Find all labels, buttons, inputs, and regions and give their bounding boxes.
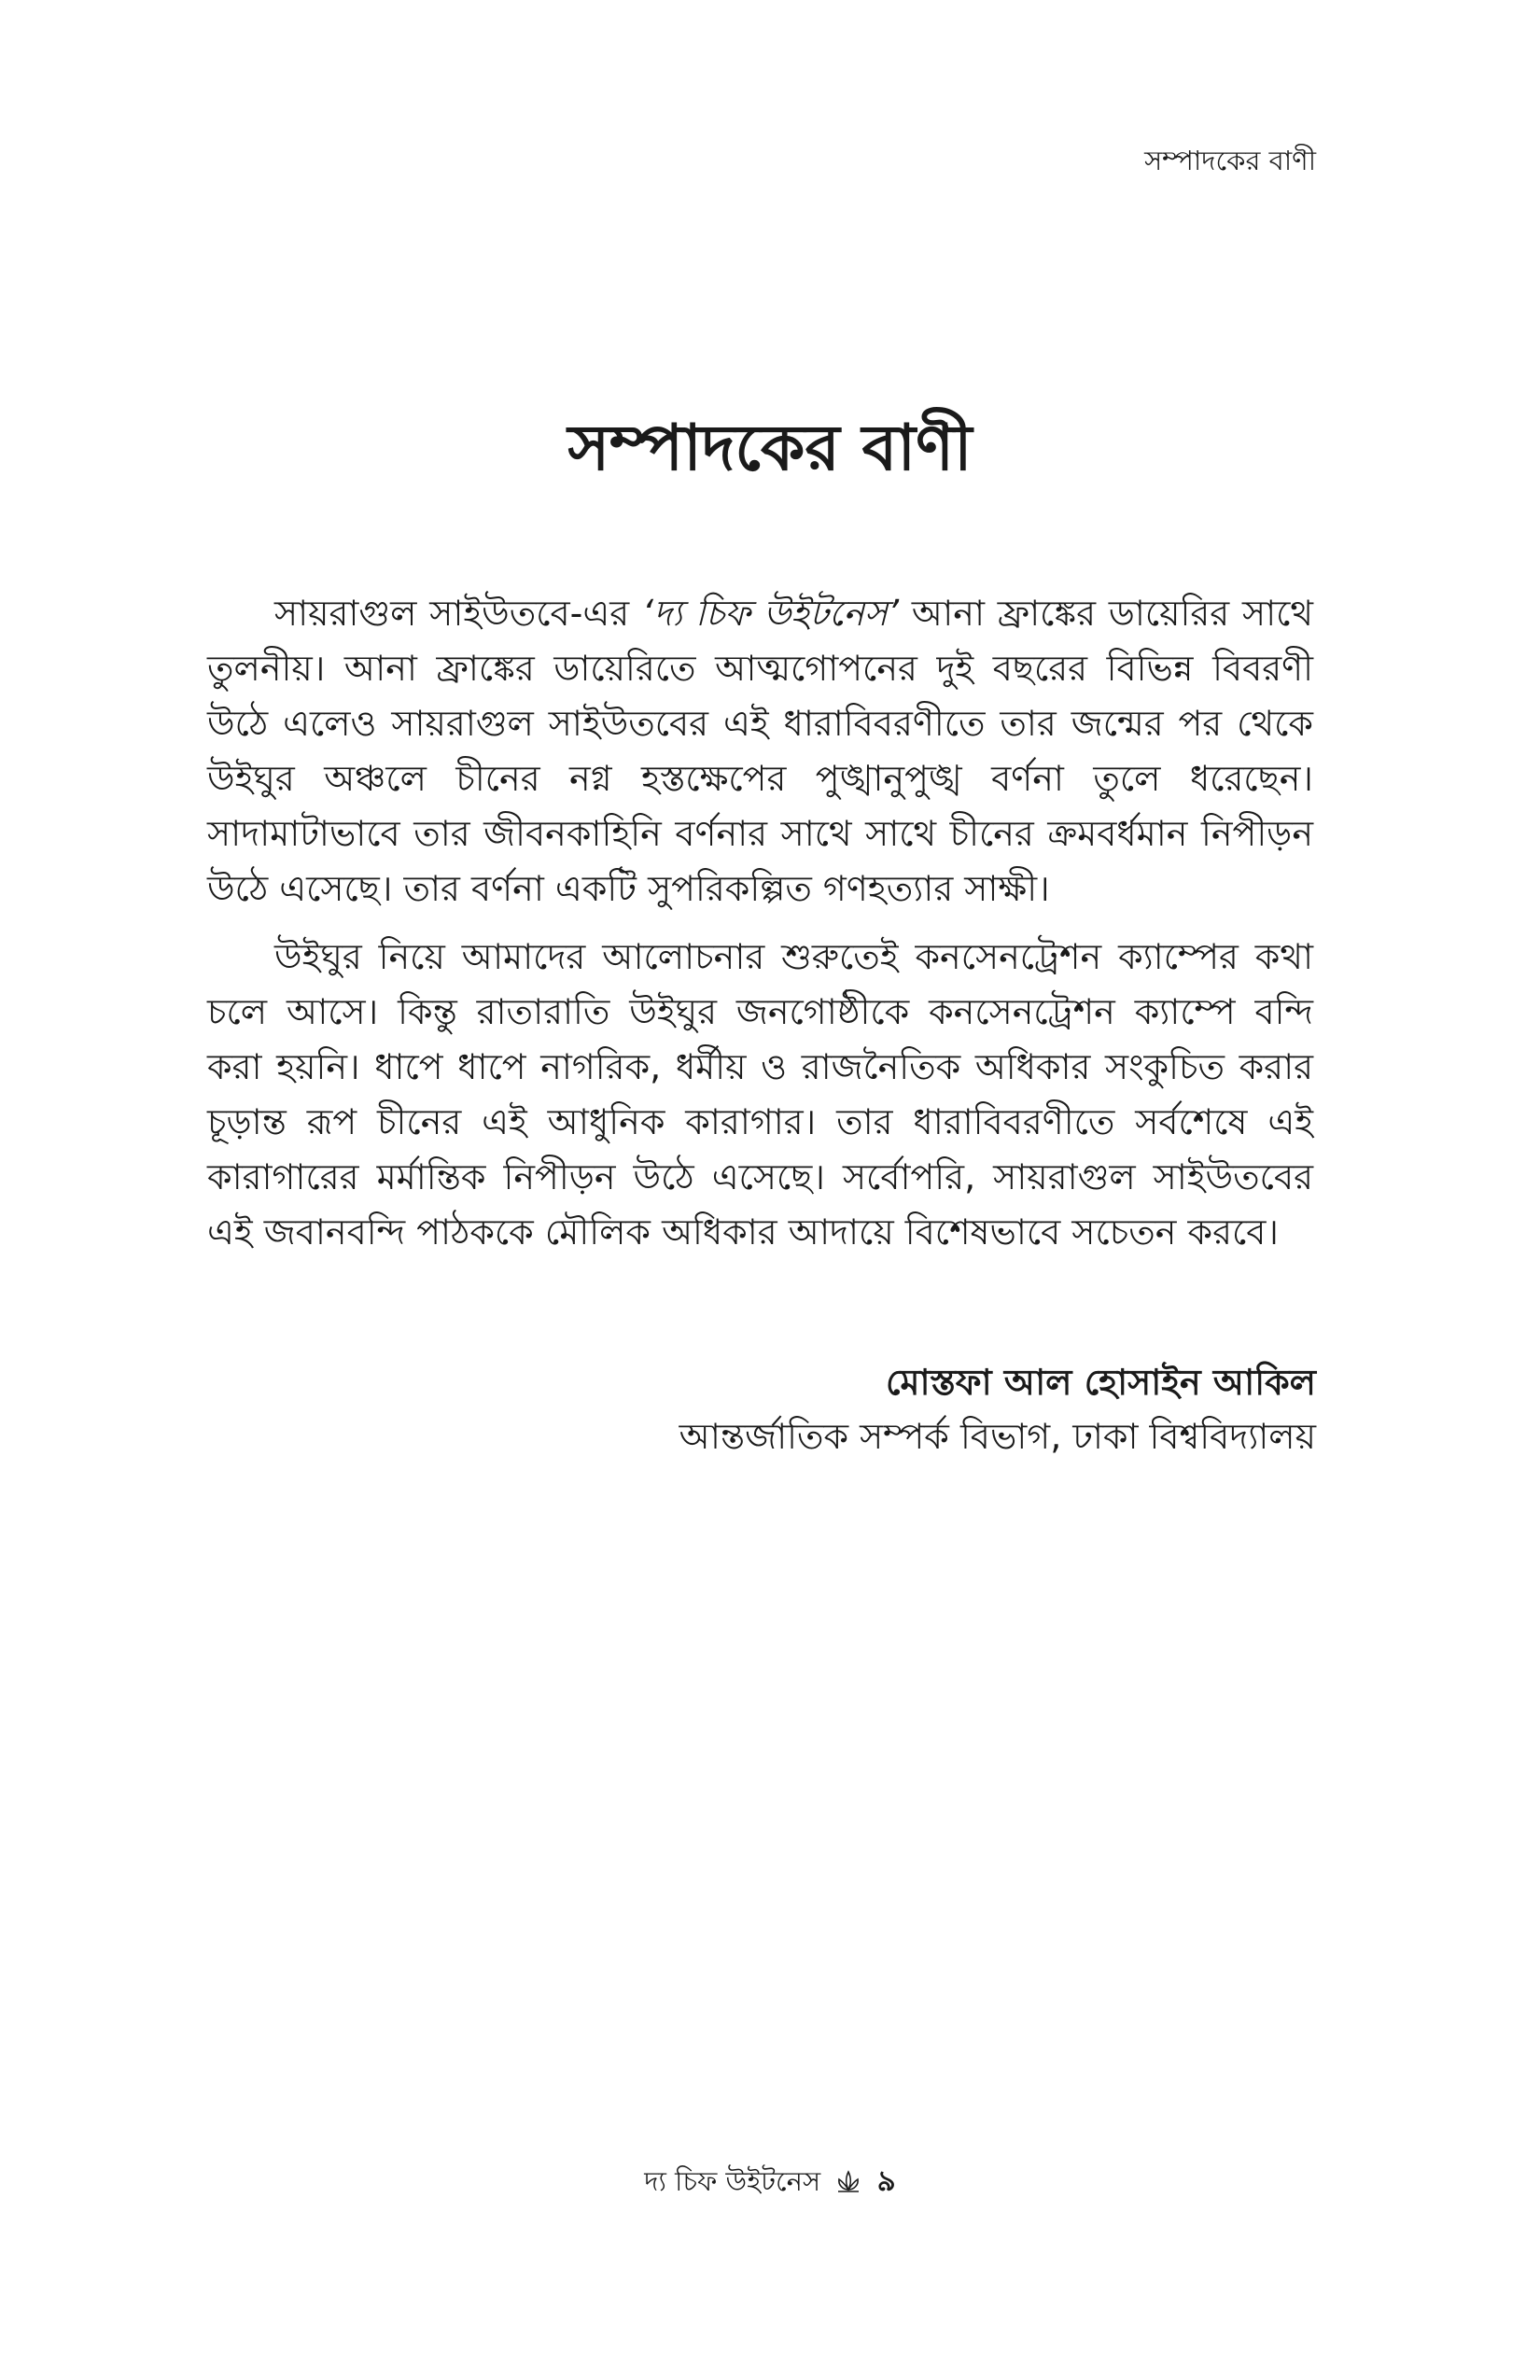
signer-name: মোস্তফা আল হোসাইন আকিল: [885, 1362, 1316, 1403]
paragraph-1-book-title: ‘দ্য চিফ উইটনেস’: [642, 593, 900, 634]
running-header: সম্পাদকের বাণী: [1144, 145, 1316, 176]
floral-ornament-icon: [834, 2169, 862, 2198]
paragraph-2: উইঘুর নিয়ে আমাদের আলোচনার শুরুতেই কনসেনট্রেশন ক্যাম্পের কথা চলে আসে। কিন্তু রাতারাতি উইঘুর জনগোষ্ঠীকে কনসেনট্রেশন ক্যাম্পে বন্দি করা হয়নি। ধাপে ধাপে নাগরিক, ধর্মীয় ও রাজনৈতিক অধিকার সংকুচিত করার চূড়ান্ত রূপ চীনের এই আধুনিক কারাগার। তার ধারাবিবরণীতে সর্বশেষে এই কারাগারের মর্মান্তিক নিপীড়ন উঠে এসেছে। সর্বোপরি, সায়রাগুল সাইউতবের এই জবানবন্দি পাঠককে মৌলিক অধিকার আদায়ে বিশেষভাবে সচেতন করবে।: [207, 936, 1313, 1253]
paragraph-1: [207, 586, 1313, 917]
page-number: ৯: [876, 2164, 896, 2198]
paragraph-1-lead: সায়রাগুল সাইউতবে-এর: [274, 593, 643, 634]
body-text: [207, 586, 1313, 1273]
signer-affiliation: আন্তর্জাতিক সম্পর্ক বিভাগ, ঢাকা বিশ্ববিদ্যালয়: [679, 1416, 1316, 1457]
chapter-title: সম্পাদকের বাণী: [567, 412, 973, 485]
footer-book-title: দ্য চিফ উইটনেস: [644, 2165, 821, 2197]
signature-block: [679, 1355, 1316, 1463]
page-footer: [0, 2164, 1540, 2198]
paragraph-1-rest: আনা ফ্রাঙ্কের ডায়েরির সাথে তুলনীয়। আনা ফ্রাঙ্কের ডায়েরিতে আত্মগোপনের দুই বছরের বিভিন্ন বিবরণী উঠে এলেও সায়রাগুল সাইউতবের এই ধারাবিবরণীতে তার জন্মের পর থেকে উইঘুর অঞ্চলে চীনের নগ্ন হস্তক্ষেপের পুঙ্খানুপুঙ্খ বর্ণনা তুলে ধরেছেন। সাদামাটাভাবে তার জীবনকাহিনি বর্ণনার সাথে সাথে চীনের ক্রমবর্ধমান নিপীড়ন উঠে এসেছে। তার বর্ণনা একটি সুপরিকল্পিত গণহত্যার সাক্ষী।: [207, 593, 1314, 909]
